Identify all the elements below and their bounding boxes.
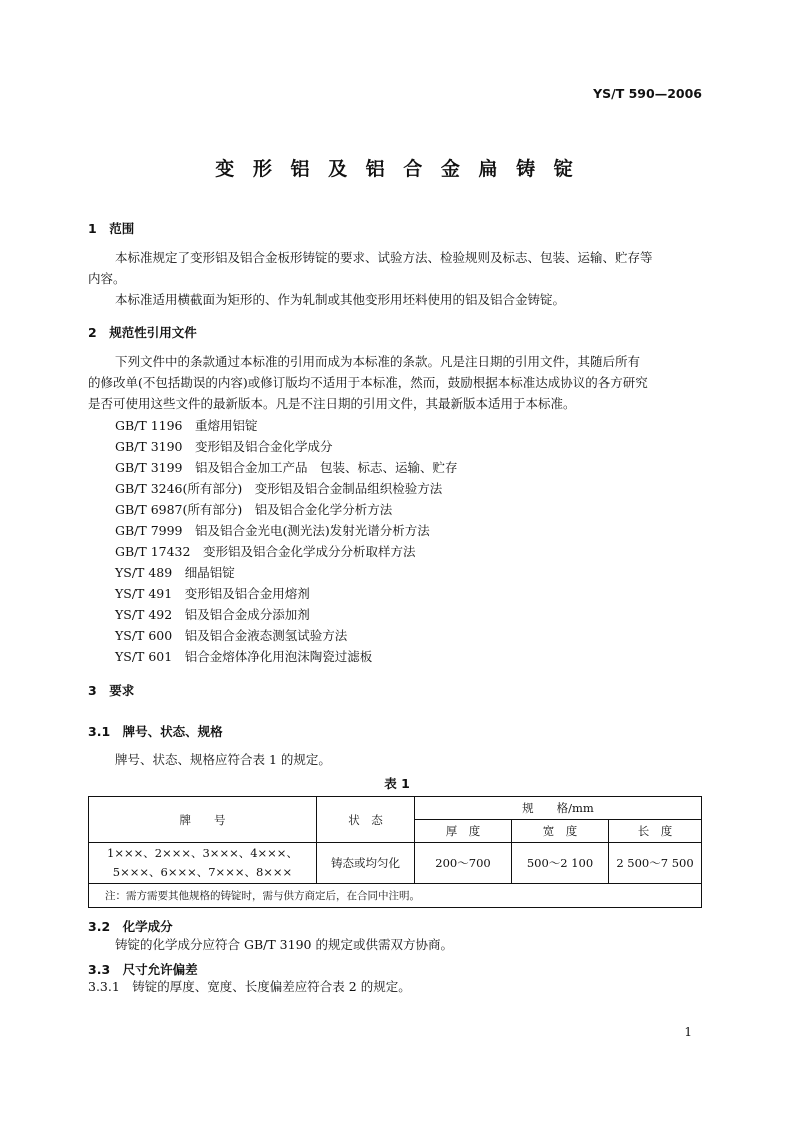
reference-item: YS/T 491 变形铝及铝合金用熔剂 bbox=[115, 586, 310, 601]
table-cell-temper: 铸态或均匀化 bbox=[317, 843, 415, 884]
reference-item: GB/T 17432 变形铝及铝合金化学成分分析取样方法 bbox=[115, 544, 416, 559]
page-number: 1 bbox=[684, 1025, 692, 1039]
reference-item: GB/T 3246(所有部分) 变形铝及铝合金制品组织检验方法 bbox=[115, 481, 443, 496]
section-2-intro-line-1: 下列文件中的条款通过本标准的引用而成为本标准的条款。凡是注日期的引用文件，其随后所有 bbox=[115, 354, 641, 369]
reference-item: YS/T 600 铝及铝合金液态测氢试验方法 bbox=[115, 628, 348, 643]
section-3-3-heading: 3.3 尺寸允许偏差 bbox=[88, 962, 198, 977]
table-1 bbox=[88, 796, 702, 908]
table-1-caption: 表 1 bbox=[384, 776, 410, 791]
section-1-heading: 1 范围 bbox=[88, 221, 135, 236]
reference-item: YS/T 601 铝合金熔体净化用泡沫陶瓷过滤板 bbox=[115, 649, 373, 664]
section-1-para-1-line-1: 本标准规定了变形铝及铝合金板形铸锭的要求、试验方法、检验规则及标志、包装、运输、贮存等 bbox=[115, 250, 653, 265]
table-header-width: 宽 度 bbox=[512, 820, 609, 843]
table-header-length: 长 度 bbox=[609, 820, 702, 843]
table-cell-width: 500～2 100 bbox=[512, 843, 609, 884]
reference-item: GB/T 6987(所有部分) 铝及铝合金化学分析方法 bbox=[115, 502, 393, 517]
reference-item: GB/T 1196 重熔用铝锭 bbox=[115, 418, 258, 433]
section-1-para-1-line-2: 内容。 bbox=[88, 271, 126, 286]
table-header-temper: 状 态 bbox=[317, 797, 415, 843]
reference-item: YS/T 489 细晶铝锭 bbox=[115, 565, 235, 580]
reference-item: YS/T 492 铝及铝合金成分添加剂 bbox=[115, 607, 310, 622]
document-title: 变 形 铝 及 铝 合 金 扁 铸 锭 bbox=[215, 158, 579, 180]
table-header-thickness: 厚 度 bbox=[415, 820, 512, 843]
section-3-2-heading: 3.2 化学成分 bbox=[88, 919, 173, 934]
section-3-1-heading: 3.1 牌号、状态、规格 bbox=[88, 724, 223, 739]
reference-item: GB/T 3190 变形铝及铝合金化学成分 bbox=[115, 439, 333, 454]
section-1-para-2: 本标准适用横截面为矩形的、作为轧制或其他变形用坯料使用的铝及铝合金铸锭。 bbox=[115, 292, 566, 307]
section-3-3-1-text: 3.3.1 铸锭的厚度、宽度、长度偏差应符合表 2 的规定。 bbox=[88, 979, 411, 994]
table-header-spec: 规 格/mm bbox=[415, 797, 702, 820]
standard-code: YS/T 590—2006 bbox=[593, 86, 702, 101]
table-cell-grade-line-1: 1×××、2×××、3×××、4×××、 bbox=[107, 846, 298, 860]
section-3-heading: 3 要求 bbox=[88, 683, 135, 698]
table-cell-length: 2 500～7 500 bbox=[609, 843, 702, 884]
section-3-2-text: 铸锭的化学成分应符合 GB/T 3190 的规定或供需双方协商。 bbox=[115, 937, 453, 952]
table-cell-thickness: 200～700 bbox=[415, 843, 512, 884]
reference-item: GB/T 7999 铝及铝合金光电(测光法)发射光谱分析方法 bbox=[115, 523, 430, 538]
reference-item: GB/T 3199 铝及铝合金加工产品 包装、标志、运输、贮存 bbox=[115, 460, 458, 475]
section-2-heading: 2 规范性引用文件 bbox=[88, 325, 197, 340]
section-2-intro-line-3: 是否可使用这些文件的最新版本。凡是不注日期的引用文件，其最新版本适用于本标准。 bbox=[88, 396, 576, 411]
table-cell-grade-line-2: 5×××、6×××、7×××、8××× bbox=[112, 865, 293, 879]
table-note: 注：需方需要其他规格的铸锭时，需与供方商定后，在合同中注明。 bbox=[89, 884, 702, 908]
table-cell-grade bbox=[89, 843, 317, 884]
section-3-1-text: 牌号、状态、规格应符合表 1 的规定。 bbox=[115, 752, 331, 767]
table-header-grade: 牌 号 bbox=[89, 797, 317, 843]
section-2-intro-line-2: 的修改单(不包括勘误的内容)或修订版均不适用于本标准，然而，鼓励根据本标准达成协议的各方研究 bbox=[88, 375, 648, 390]
